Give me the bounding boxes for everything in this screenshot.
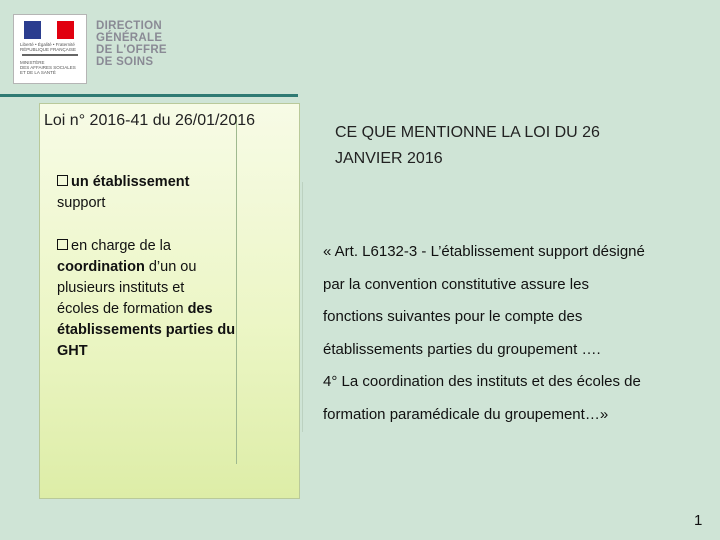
quote-line: « Art. L6132-3 - L’établissement support désigné <box>323 243 645 260</box>
section-heading: CE QUE MENTIONNE LA LOI DU 26 JANVIER 2016 <box>335 124 600 167</box>
accent-rule <box>0 94 298 97</box>
org-name: DIRECTION GÉNÉRALE DE L'OFFRE DE SOINS <box>96 20 167 68</box>
list-item-support: un établissement support <box>57 174 190 211</box>
divider-line <box>236 116 237 464</box>
ministry-logo <box>13 14 87 84</box>
quote-line: 4° La coordination des instituts et des écoles de <box>323 373 641 390</box>
logo-ministry-3: ET DE LA SANTÉ <box>20 70 56 75</box>
law-title: Loi n° 2016-41 du 26/01/2016 <box>44 112 256 129</box>
logo-republic: RÉPUBLIQUE FRANÇAISE <box>20 47 77 52</box>
list-item-coordination: en charge de la coordination d’un ou plusieurs instituts et écoles de formation des établissements parties du GHT <box>57 238 236 359</box>
quote-line: fonctions suivantes pour le compte des <box>323 308 583 325</box>
law-quote <box>323 243 703 438</box>
quote-line: formation paramédicale du groupement…» <box>323 405 609 423</box>
quote-line: par la convention constitutive assure les <box>323 275 589 293</box>
logo-ministry-1: MINISTÈRE <box>20 60 45 65</box>
logo-motto: Liberté • Égalité • Fraternité <box>20 42 75 47</box>
divider-line-right <box>302 182 303 432</box>
quote-line: établissements parties du groupement …. <box>323 340 601 358</box>
page-number: 1 <box>694 512 703 529</box>
checkbox-square-icon <box>57 175 68 186</box>
french-flag-icon <box>24 21 74 39</box>
logo-ministry-2: DES AFFAIRES SOCIALES <box>20 65 76 70</box>
checkbox-square-icon <box>57 239 68 250</box>
